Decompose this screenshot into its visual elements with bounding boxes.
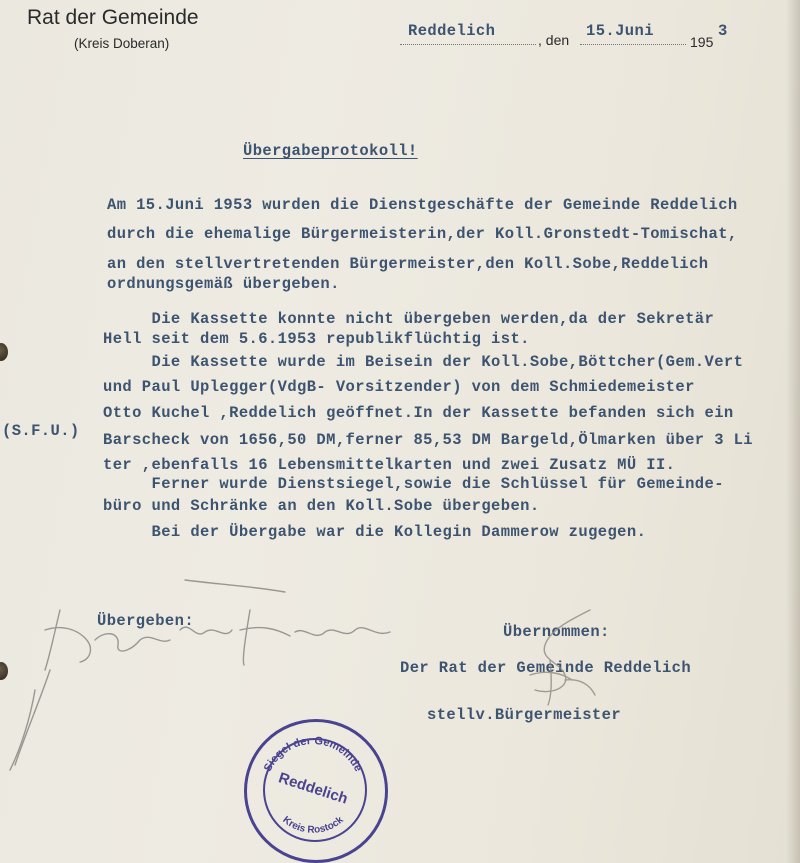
dateline-place: Reddelich: [408, 22, 496, 40]
dateline-place-line: [400, 44, 536, 45]
body-line: Hell seit dem 5.6.1953 republikflüchtig ist.: [103, 330, 530, 348]
letterhead-district: (Kreis Doberan): [74, 36, 170, 51]
body-line: Die Kassette konnte nicht übergeben werden,da der Sekretär: [103, 310, 715, 328]
margin-note: (S.F.U.): [2, 422, 80, 440]
takeover-title: stellv.Bürgermeister: [427, 706, 622, 724]
dateline-year-prefix: 195: [690, 34, 714, 50]
dateline-den-label: , den: [538, 32, 570, 48]
body-line: ter ,ebenfalls 16 Lebensmittelkarten und zwei Zusatz MÜ II.: [103, 456, 676, 474]
body-line: und Paul Uplegger(VdgB- Vorsitzender) von dem Schmiedemeister: [103, 378, 695, 396]
body-line: Die Kassette wurde im Beisein der Koll.Sobe,Böttcher(Gem.Vert: [103, 353, 744, 371]
document-title: Übergabeprotokoll!: [243, 142, 418, 160]
dateline-date: 15.Juni: [586, 22, 654, 40]
dateline-date-line: [580, 44, 686, 45]
signature-right-pencil: [490, 600, 620, 710]
letterhead-authority: Rat der Gemeinde: [27, 6, 199, 29]
handover-label: Übergeben:: [97, 612, 195, 630]
body-line: Bei der Übergabe war die Kollegin Dammerow zugegen.: [103, 523, 647, 541]
body-line: Ferner wurde Dienstsiegel,sowie die Schlüssel für Gemeinde-: [103, 475, 724, 493]
body-line: durch die ehemalige Bürgermeisterin,der Koll.Gronstedt-Tomischat,: [107, 225, 738, 243]
stamp-top-text: Siegel der Gemeinde: [261, 734, 365, 774]
stamp-center-text: Reddelich: [276, 769, 350, 808]
body-line: Otto Kuchel ,Reddelich geöffnet.In der Kassette befanden sich ein: [103, 404, 734, 422]
takeover-label: Übernommen:: [503, 623, 610, 641]
body-line: an den stellvertretenden Bürgermeister,den Koll.Sobe,Reddelich: [107, 255, 709, 273]
dateline-year-digit: 3: [718, 22, 728, 40]
takeover-authority: Der Rat der Gemeinde Reddelich: [400, 659, 692, 677]
official-seal-stamp: [244, 719, 388, 863]
body-line: büro und Schränke an den Koll.Sobe übergeben.: [103, 497, 540, 515]
body-line: ordnungsgemäß übergeben.: [107, 275, 340, 293]
stamp-bottom-text: Kreis Rostock: [280, 814, 346, 836]
binder-hole-top: [0, 343, 8, 361]
body-line: Barscheck von 1656,50 DM,ferner 85,53 DM Bargeld,Ölmarken über 3 Li: [103, 431, 754, 449]
body-line: Am 15.Juni 1953 wurden die Dienstgeschäfte der Gemeinde Reddelich: [107, 196, 738, 214]
